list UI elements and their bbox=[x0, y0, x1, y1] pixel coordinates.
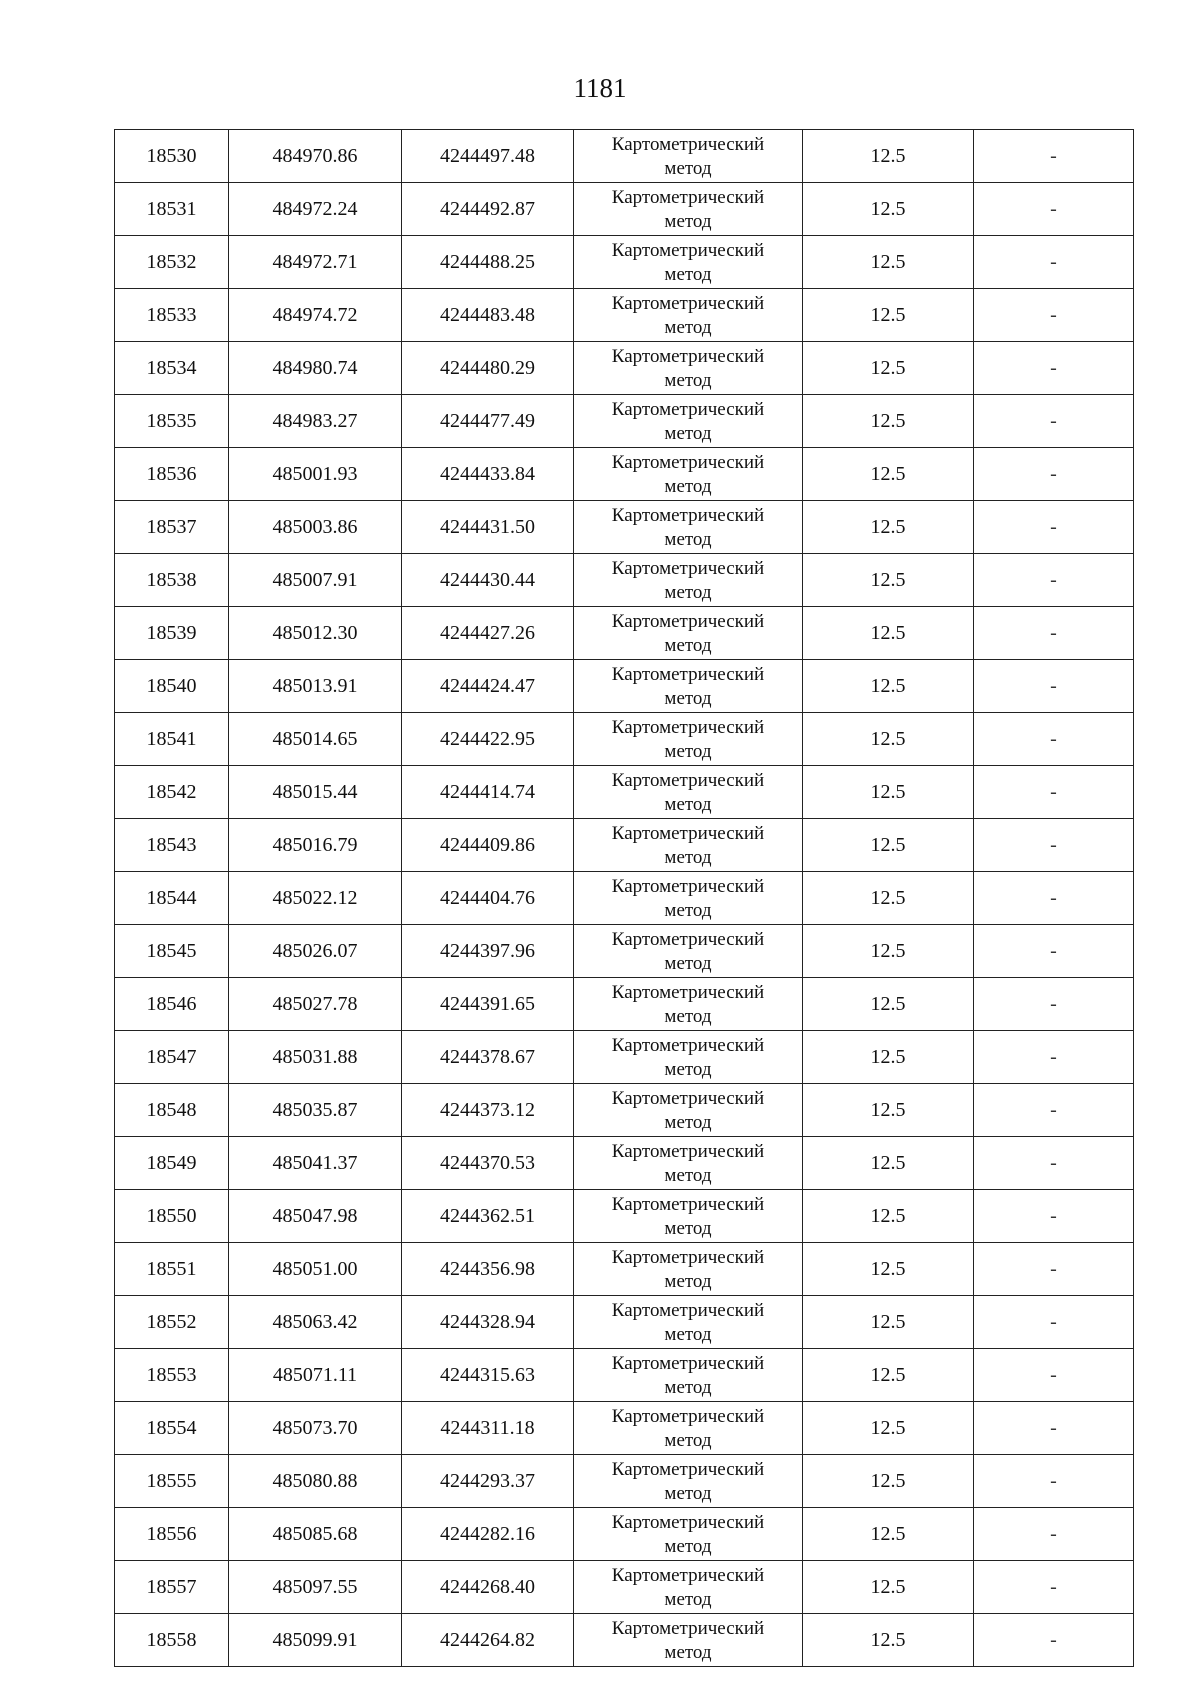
coordinates-table bbox=[114, 129, 1134, 1667]
method-label-line-1: Картометрический bbox=[611, 1512, 765, 1533]
x-coordinate-cell: 485012.30 bbox=[229, 607, 402, 660]
point-number-cell: 18532 bbox=[115, 236, 229, 289]
accuracy-cell: 12.5 bbox=[803, 1137, 974, 1190]
point-number-cell: 18558 bbox=[115, 1614, 229, 1667]
accuracy-cell: 12.5 bbox=[803, 1349, 974, 1402]
x-coordinate-cell: 485097.55 bbox=[229, 1561, 402, 1614]
method-label-line-1: Картометрический bbox=[611, 611, 765, 632]
accuracy-cell: 12.5 bbox=[803, 554, 974, 607]
y-coordinate-cell: 4244424.47 bbox=[402, 660, 574, 713]
accuracy-cell: 12.5 bbox=[803, 1402, 974, 1455]
method-cell bbox=[574, 1614, 803, 1667]
note-cell: - bbox=[974, 1455, 1134, 1508]
table-row bbox=[115, 1190, 1134, 1243]
accuracy-cell: 12.5 bbox=[803, 1190, 974, 1243]
table-row bbox=[115, 1508, 1134, 1561]
method-label-line-1: Картометрический bbox=[611, 1035, 765, 1056]
table-row bbox=[115, 978, 1134, 1031]
method-cell bbox=[574, 289, 803, 342]
method-label-line-2: метод bbox=[664, 1218, 712, 1239]
accuracy-cell: 12.5 bbox=[803, 501, 974, 554]
point-number-cell: 18539 bbox=[115, 607, 229, 660]
method-label-line-1: Картометрический bbox=[611, 982, 765, 1003]
y-coordinate-cell: 4244315.63 bbox=[402, 1349, 574, 1402]
accuracy-cell: 12.5 bbox=[803, 978, 974, 1031]
table-row bbox=[115, 289, 1134, 342]
y-coordinate-cell: 4244356.98 bbox=[402, 1243, 574, 1296]
accuracy-cell: 12.5 bbox=[803, 183, 974, 236]
note-cell: - bbox=[974, 1084, 1134, 1137]
x-coordinate-cell: 484974.72 bbox=[229, 289, 402, 342]
point-number-cell: 18535 bbox=[115, 395, 229, 448]
point-number-cell: 18556 bbox=[115, 1508, 229, 1561]
accuracy-cell: 12.5 bbox=[803, 130, 974, 183]
method-label-line-2: метод bbox=[664, 211, 712, 232]
method-label-line-1: Картометрический bbox=[611, 876, 765, 897]
note-cell: - bbox=[974, 1402, 1134, 1455]
point-number-cell: 18536 bbox=[115, 448, 229, 501]
table-row bbox=[115, 395, 1134, 448]
note-cell: - bbox=[974, 872, 1134, 925]
y-coordinate-cell: 4244430.44 bbox=[402, 554, 574, 607]
accuracy-cell: 12.5 bbox=[803, 660, 974, 713]
y-coordinate-cell: 4244264.82 bbox=[402, 1614, 574, 1667]
table-row bbox=[115, 766, 1134, 819]
x-coordinate-cell: 484980.74 bbox=[229, 342, 402, 395]
note-cell: - bbox=[974, 342, 1134, 395]
y-coordinate-cell: 4244373.12 bbox=[402, 1084, 574, 1137]
point-number-cell: 18555 bbox=[115, 1455, 229, 1508]
method-cell bbox=[574, 660, 803, 713]
method-label-line-1: Картометрический bbox=[611, 1300, 765, 1321]
method-label-line-1: Картометрический bbox=[611, 823, 765, 844]
y-coordinate-cell: 4244404.76 bbox=[402, 872, 574, 925]
note-cell: - bbox=[974, 713, 1134, 766]
y-coordinate-cell: 4244282.16 bbox=[402, 1508, 574, 1561]
note-cell: - bbox=[974, 130, 1134, 183]
point-number-cell: 18533 bbox=[115, 289, 229, 342]
note-cell: - bbox=[974, 1190, 1134, 1243]
table-row bbox=[115, 1614, 1134, 1667]
method-label-line-2: метод bbox=[664, 688, 712, 709]
accuracy-cell: 12.5 bbox=[803, 1614, 974, 1667]
method-label-line-2: метод bbox=[664, 1536, 712, 1557]
point-number-cell: 18541 bbox=[115, 713, 229, 766]
table-row bbox=[115, 713, 1134, 766]
method-label-line-2: метод bbox=[664, 317, 712, 338]
note-cell: - bbox=[974, 607, 1134, 660]
x-coordinate-cell: 485035.87 bbox=[229, 1084, 402, 1137]
table-row bbox=[115, 1243, 1134, 1296]
accuracy-cell: 12.5 bbox=[803, 342, 974, 395]
note-cell: - bbox=[974, 395, 1134, 448]
accuracy-cell: 12.5 bbox=[803, 819, 974, 872]
accuracy-cell: 12.5 bbox=[803, 1561, 974, 1614]
method-label-line-1: Картометрический bbox=[611, 452, 765, 473]
point-number-cell: 18540 bbox=[115, 660, 229, 713]
table-row bbox=[115, 1084, 1134, 1137]
method-label-line-2: метод bbox=[664, 1059, 712, 1080]
table-row bbox=[115, 342, 1134, 395]
note-cell: - bbox=[974, 1243, 1134, 1296]
x-coordinate-cell: 485099.91 bbox=[229, 1614, 402, 1667]
point-number-cell: 18557 bbox=[115, 1561, 229, 1614]
note-cell: - bbox=[974, 925, 1134, 978]
method-label-line-1: Картометрический bbox=[611, 134, 765, 155]
x-coordinate-cell: 484972.71 bbox=[229, 236, 402, 289]
note-cell: - bbox=[974, 1614, 1134, 1667]
y-coordinate-cell: 4244378.67 bbox=[402, 1031, 574, 1084]
method-cell bbox=[574, 1402, 803, 1455]
table-row bbox=[115, 1402, 1134, 1455]
method-label-line-1: Картометрический bbox=[611, 240, 765, 261]
point-number-cell: 18543 bbox=[115, 819, 229, 872]
point-number-cell: 18549 bbox=[115, 1137, 229, 1190]
method-cell bbox=[574, 1084, 803, 1137]
point-number-cell: 18534 bbox=[115, 342, 229, 395]
method-cell bbox=[574, 1031, 803, 1084]
accuracy-cell: 12.5 bbox=[803, 1455, 974, 1508]
note-cell: - bbox=[974, 448, 1134, 501]
method-cell bbox=[574, 342, 803, 395]
note-cell: - bbox=[974, 501, 1134, 554]
accuracy-cell: 12.5 bbox=[803, 713, 974, 766]
accuracy-cell: 12.5 bbox=[803, 236, 974, 289]
table-row bbox=[115, 1137, 1134, 1190]
method-cell bbox=[574, 501, 803, 554]
table-row bbox=[115, 1455, 1134, 1508]
method-cell bbox=[574, 978, 803, 1031]
method-label-line-2: метод bbox=[664, 1006, 712, 1027]
method-label-line-2: метод bbox=[664, 582, 712, 603]
note-cell: - bbox=[974, 766, 1134, 819]
accuracy-cell: 12.5 bbox=[803, 925, 974, 978]
y-coordinate-cell: 4244480.29 bbox=[402, 342, 574, 395]
y-coordinate-cell: 4244370.53 bbox=[402, 1137, 574, 1190]
note-cell: - bbox=[974, 236, 1134, 289]
method-cell bbox=[574, 1455, 803, 1508]
x-coordinate-cell: 485085.68 bbox=[229, 1508, 402, 1561]
table-row bbox=[115, 130, 1134, 183]
method-label-line-1: Картометрический bbox=[611, 505, 765, 526]
method-label-line-1: Картометрический bbox=[611, 293, 765, 314]
method-label-line-1: Картометрический bbox=[611, 1194, 765, 1215]
x-coordinate-cell: 485063.42 bbox=[229, 1296, 402, 1349]
table-row bbox=[115, 1031, 1134, 1084]
note-cell: - bbox=[974, 1031, 1134, 1084]
x-coordinate-cell: 484970.86 bbox=[229, 130, 402, 183]
y-coordinate-cell: 4244477.49 bbox=[402, 395, 574, 448]
method-label-line-2: метод bbox=[664, 158, 712, 179]
method-label-line-1: Картометрический bbox=[611, 664, 765, 685]
method-label-line-2: метод bbox=[664, 1589, 712, 1610]
method-cell bbox=[574, 819, 803, 872]
method-label-line-2: метод bbox=[664, 423, 712, 444]
method-cell bbox=[574, 448, 803, 501]
note-cell: - bbox=[974, 1508, 1134, 1561]
note-cell: - bbox=[974, 554, 1134, 607]
method-label-line-2: метод bbox=[664, 476, 712, 497]
method-label-line-2: метод bbox=[664, 1642, 712, 1663]
point-number-cell: 18550 bbox=[115, 1190, 229, 1243]
method-cell bbox=[574, 607, 803, 660]
note-cell: - bbox=[974, 183, 1134, 236]
accuracy-cell: 12.5 bbox=[803, 1084, 974, 1137]
x-coordinate-cell: 485073.70 bbox=[229, 1402, 402, 1455]
method-cell bbox=[574, 1137, 803, 1190]
note-cell: - bbox=[974, 1561, 1134, 1614]
method-label-line-2: метод bbox=[664, 741, 712, 762]
x-coordinate-cell: 485051.00 bbox=[229, 1243, 402, 1296]
method-label-line-2: метод bbox=[664, 370, 712, 391]
point-number-cell: 18538 bbox=[115, 554, 229, 607]
accuracy-cell: 12.5 bbox=[803, 872, 974, 925]
method-cell bbox=[574, 183, 803, 236]
y-coordinate-cell: 4244427.26 bbox=[402, 607, 574, 660]
point-number-cell: 18547 bbox=[115, 1031, 229, 1084]
method-cell bbox=[574, 554, 803, 607]
x-coordinate-cell: 485014.65 bbox=[229, 713, 402, 766]
method-label-line-1: Картометрический bbox=[611, 1247, 765, 1268]
method-cell bbox=[574, 1243, 803, 1296]
y-coordinate-cell: 4244431.50 bbox=[402, 501, 574, 554]
table-row bbox=[115, 607, 1134, 660]
x-coordinate-cell: 485080.88 bbox=[229, 1455, 402, 1508]
table-body bbox=[115, 130, 1134, 1667]
x-coordinate-cell: 484983.27 bbox=[229, 395, 402, 448]
method-label-line-1: Картометрический bbox=[611, 1353, 765, 1374]
point-number-cell: 18546 bbox=[115, 978, 229, 1031]
note-cell: - bbox=[974, 978, 1134, 1031]
table-row bbox=[115, 1296, 1134, 1349]
point-number-cell: 18553 bbox=[115, 1349, 229, 1402]
method-cell bbox=[574, 766, 803, 819]
table-row bbox=[115, 660, 1134, 713]
x-coordinate-cell: 485027.78 bbox=[229, 978, 402, 1031]
method-cell bbox=[574, 925, 803, 978]
y-coordinate-cell: 4244414.74 bbox=[402, 766, 574, 819]
x-coordinate-cell: 485003.86 bbox=[229, 501, 402, 554]
method-label-line-1: Картометрический bbox=[611, 1565, 765, 1586]
point-number-cell: 18544 bbox=[115, 872, 229, 925]
method-label-line-1: Картометрический bbox=[611, 717, 765, 738]
table-row bbox=[115, 501, 1134, 554]
method-label-line-2: метод bbox=[664, 847, 712, 868]
method-label-line-2: метод bbox=[664, 1430, 712, 1451]
method-cell bbox=[574, 1349, 803, 1402]
method-cell bbox=[574, 395, 803, 448]
method-cell bbox=[574, 1190, 803, 1243]
y-coordinate-cell: 4244328.94 bbox=[402, 1296, 574, 1349]
table-row bbox=[115, 1349, 1134, 1402]
accuracy-cell: 12.5 bbox=[803, 1031, 974, 1084]
method-label-line-1: Картометрический bbox=[611, 187, 765, 208]
method-label-line-2: метод bbox=[664, 1112, 712, 1133]
point-number-cell: 18542 bbox=[115, 766, 229, 819]
accuracy-cell: 12.5 bbox=[803, 766, 974, 819]
method-cell bbox=[574, 1561, 803, 1614]
table-row bbox=[115, 872, 1134, 925]
method-label-line-2: метод bbox=[664, 1483, 712, 1504]
x-coordinate-cell: 485013.91 bbox=[229, 660, 402, 713]
table-row bbox=[115, 819, 1134, 872]
y-coordinate-cell: 4244433.84 bbox=[402, 448, 574, 501]
x-coordinate-cell: 485022.12 bbox=[229, 872, 402, 925]
method-label-line-1: Картометрический bbox=[611, 399, 765, 420]
page-number: 1181 bbox=[573, 73, 627, 103]
x-coordinate-cell: 485047.98 bbox=[229, 1190, 402, 1243]
method-cell bbox=[574, 872, 803, 925]
method-label-line-2: метод bbox=[664, 1377, 712, 1398]
y-coordinate-cell: 4244422.95 bbox=[402, 713, 574, 766]
method-label-line-1: Картометрический bbox=[611, 1618, 765, 1639]
method-label-line-2: метод bbox=[664, 635, 712, 656]
y-coordinate-cell: 4244483.48 bbox=[402, 289, 574, 342]
y-coordinate-cell: 4244268.40 bbox=[402, 1561, 574, 1614]
method-label-line-2: метод bbox=[664, 264, 712, 285]
y-coordinate-cell: 4244391.65 bbox=[402, 978, 574, 1031]
y-coordinate-cell: 4244488.25 bbox=[402, 236, 574, 289]
accuracy-cell: 12.5 bbox=[803, 1508, 974, 1561]
note-cell: - bbox=[974, 660, 1134, 713]
accuracy-cell: 12.5 bbox=[803, 1243, 974, 1296]
y-coordinate-cell: 4244293.37 bbox=[402, 1455, 574, 1508]
y-coordinate-cell: 4244397.96 bbox=[402, 925, 574, 978]
accuracy-cell: 12.5 bbox=[803, 289, 974, 342]
method-label-line-2: метод bbox=[664, 529, 712, 550]
method-cell bbox=[574, 1296, 803, 1349]
method-label-line-2: метод bbox=[664, 900, 712, 921]
method-label-line-1: Картометрический bbox=[611, 1459, 765, 1480]
x-coordinate-cell: 484972.24 bbox=[229, 183, 402, 236]
method-cell bbox=[574, 1508, 803, 1561]
method-label-line-1: Картометрический bbox=[611, 770, 765, 791]
accuracy-cell: 12.5 bbox=[803, 448, 974, 501]
point-number-cell: 18531 bbox=[115, 183, 229, 236]
x-coordinate-cell: 485031.88 bbox=[229, 1031, 402, 1084]
method-label-line-2: метод bbox=[664, 1165, 712, 1186]
method-label-line-1: Картометрический bbox=[611, 1406, 765, 1427]
table-row bbox=[115, 1561, 1134, 1614]
method-label-line-1: Картометрический bbox=[611, 1141, 765, 1162]
note-cell: - bbox=[974, 1296, 1134, 1349]
x-coordinate-cell: 485026.07 bbox=[229, 925, 402, 978]
method-cell bbox=[574, 713, 803, 766]
point-number-cell: 18552 bbox=[115, 1296, 229, 1349]
point-number-cell: 18554 bbox=[115, 1402, 229, 1455]
table-row bbox=[115, 925, 1134, 978]
note-cell: - bbox=[974, 1137, 1134, 1190]
x-coordinate-cell: 485015.44 bbox=[229, 766, 402, 819]
accuracy-cell: 12.5 bbox=[803, 607, 974, 660]
method-label-line-2: метод bbox=[664, 1271, 712, 1292]
y-coordinate-cell: 4244492.87 bbox=[402, 183, 574, 236]
method-label-line-2: метод bbox=[664, 953, 712, 974]
method-cell bbox=[574, 236, 803, 289]
y-coordinate-cell: 4244497.48 bbox=[402, 130, 574, 183]
table-row bbox=[115, 236, 1134, 289]
note-cell: - bbox=[974, 819, 1134, 872]
table-row bbox=[115, 183, 1134, 236]
method-label-line-1: Картометрический bbox=[611, 558, 765, 579]
point-number-cell: 18545 bbox=[115, 925, 229, 978]
method-cell bbox=[574, 130, 803, 183]
method-label-line-2: метод bbox=[664, 794, 712, 815]
method-label-line-1: Картометрический bbox=[611, 929, 765, 950]
table-row bbox=[115, 554, 1134, 607]
accuracy-cell: 12.5 bbox=[803, 1296, 974, 1349]
x-coordinate-cell: 485001.93 bbox=[229, 448, 402, 501]
table-row bbox=[115, 448, 1134, 501]
accuracy-cell: 12.5 bbox=[803, 395, 974, 448]
x-coordinate-cell: 485007.91 bbox=[229, 554, 402, 607]
method-label-line-1: Картометрический bbox=[611, 346, 765, 367]
note-cell: - bbox=[974, 289, 1134, 342]
point-number-cell: 18530 bbox=[115, 130, 229, 183]
point-number-cell: 18551 bbox=[115, 1243, 229, 1296]
y-coordinate-cell: 4244311.18 bbox=[402, 1402, 574, 1455]
x-coordinate-cell: 485016.79 bbox=[229, 819, 402, 872]
note-cell: - bbox=[974, 1349, 1134, 1402]
x-coordinate-cell: 485071.11 bbox=[229, 1349, 402, 1402]
point-number-cell: 18537 bbox=[115, 501, 229, 554]
point-number-cell: 18548 bbox=[115, 1084, 229, 1137]
x-coordinate-cell: 485041.37 bbox=[229, 1137, 402, 1190]
y-coordinate-cell: 4244409.86 bbox=[402, 819, 574, 872]
method-label-line-2: метод bbox=[664, 1324, 712, 1345]
method-label-line-1: Картометрический bbox=[611, 1088, 765, 1109]
y-coordinate-cell: 4244362.51 bbox=[402, 1190, 574, 1243]
